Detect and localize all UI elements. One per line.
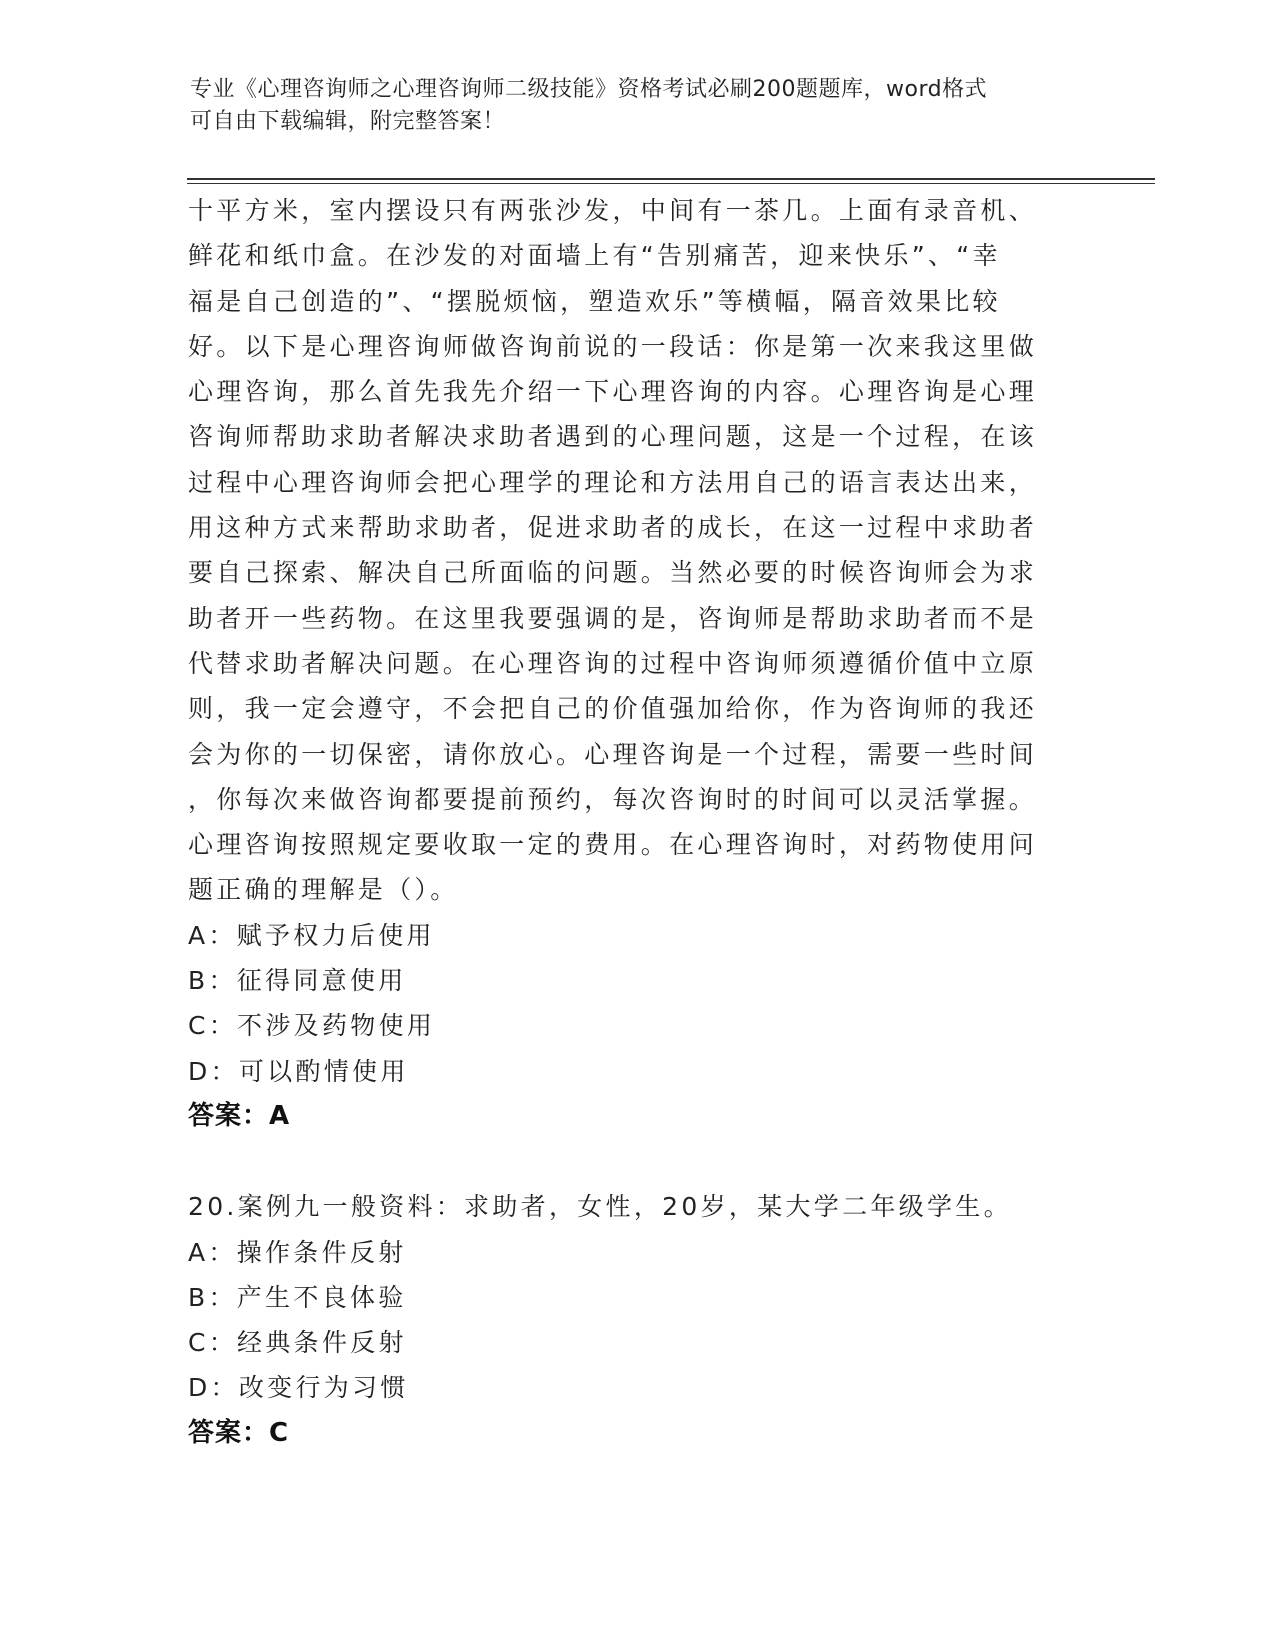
document-header — [190, 74, 1090, 138]
document-body — [188, 188, 1088, 1456]
question-20-option-b: B：产生不良体验 — [188, 1282, 407, 1312]
question-19-text-line: ，你每次来做咨询都要提前预约，每次咨询时的时间可以灵活掌握。 — [188, 784, 1038, 814]
question-19-answer: 答案：A — [188, 1100, 291, 1131]
question-spacer — [188, 1139, 1088, 1184]
question-19-option-b: B：征得同意使用 — [188, 966, 407, 996]
question-20-option-d: D：改变行为习惯 — [188, 1373, 409, 1403]
question-19-text-line: 则，我一定会遵守，不会把自己的价值强加给你，作为咨询师的我还 — [188, 694, 1038, 724]
question-19-text-line: 用这种方式来帮助求助者，促进求助者的成长，在这一过程中求助者 — [188, 513, 1038, 543]
question-19-option-c: C：不涉及药物使用 — [188, 1011, 436, 1041]
question-19-text-line: 心理咨询按照规定要收取一定的费用。在心理咨询时，对药物使用问 — [188, 830, 1038, 860]
header-divider-thick — [187, 178, 1155, 180]
question-20-option-c: C：经典条件反射 — [188, 1328, 407, 1358]
question-19-text-line: 十平方米，室内摆设只有两张沙发，中间有一茶几。上面有录音机、 — [188, 196, 1038, 225]
header-divider-thin — [187, 183, 1155, 184]
question-19-text-line: 咨询师帮助求助者解决求助者遇到的心理问题，这是一个过程，在该 — [188, 422, 1038, 452]
question-19-text-line: 题正确的理解是（）。 — [188, 875, 459, 905]
header-line-1: 专业《心理咨询师之心理咨询师二级技能》资格考试必刷200题题库，word格式 — [190, 77, 988, 102]
question-20-option-a: A：操作条件反射 — [188, 1237, 407, 1267]
question-20-answer: 答案：C — [188, 1417, 290, 1448]
header-line-2: 可自由下载编辑，附完整答案！ — [190, 109, 506, 134]
question-19-text-line: 代替求助者解决问题。在心理咨询的过程中咨询师须遵循价值中立原 — [188, 648, 1038, 678]
question-19-text-line: 助者开一些药物。在这里我要强调的是，咨询师是帮助求助者而不是 — [188, 603, 1038, 633]
question-19-text-line: 过程中心理咨询师会把心理学的理论和方法用自己的语言表达出来， — [188, 467, 1038, 497]
question-19-text-line: 要自己探索、解决自己所面临的问题。当然必要的时候咨询师会为求 — [188, 558, 1038, 588]
question-19-text-line: 鲜花和纸巾盒。在沙发的对面墙上有“告别痛苦，迎来快乐”、“幸 — [188, 241, 1001, 271]
question-19-text-line: 心理咨询，那么首先我先介绍一下心理咨询的内容。心理咨询是心理 — [188, 377, 1038, 407]
question-19-text-line: 好。以下是心理咨询师做咨询前说的一段话：你是第一次来我这里做 — [188, 331, 1038, 361]
question-20-stem: 20.案例九一般资料：求助者，女性，20岁，某大学二年级学生。 — [188, 1192, 1012, 1222]
question-19-option-d: D：可以酌情使用 — [188, 1056, 409, 1086]
question-20 — [188, 1184, 1088, 1456]
question-19-text-line: 福是自己创造的”、“摆脱烦恼，塑造欢乐”等横幅，隔音效果比较 — [188, 286, 1001, 316]
question-19 — [188, 188, 1088, 1139]
question-19-option-a: A：赋予权力后使用 — [188, 920, 435, 950]
question-19-text-line: 会为你的一切保密，请你放心。心理咨询是一个过程，需要一些时间 — [188, 739, 1038, 769]
